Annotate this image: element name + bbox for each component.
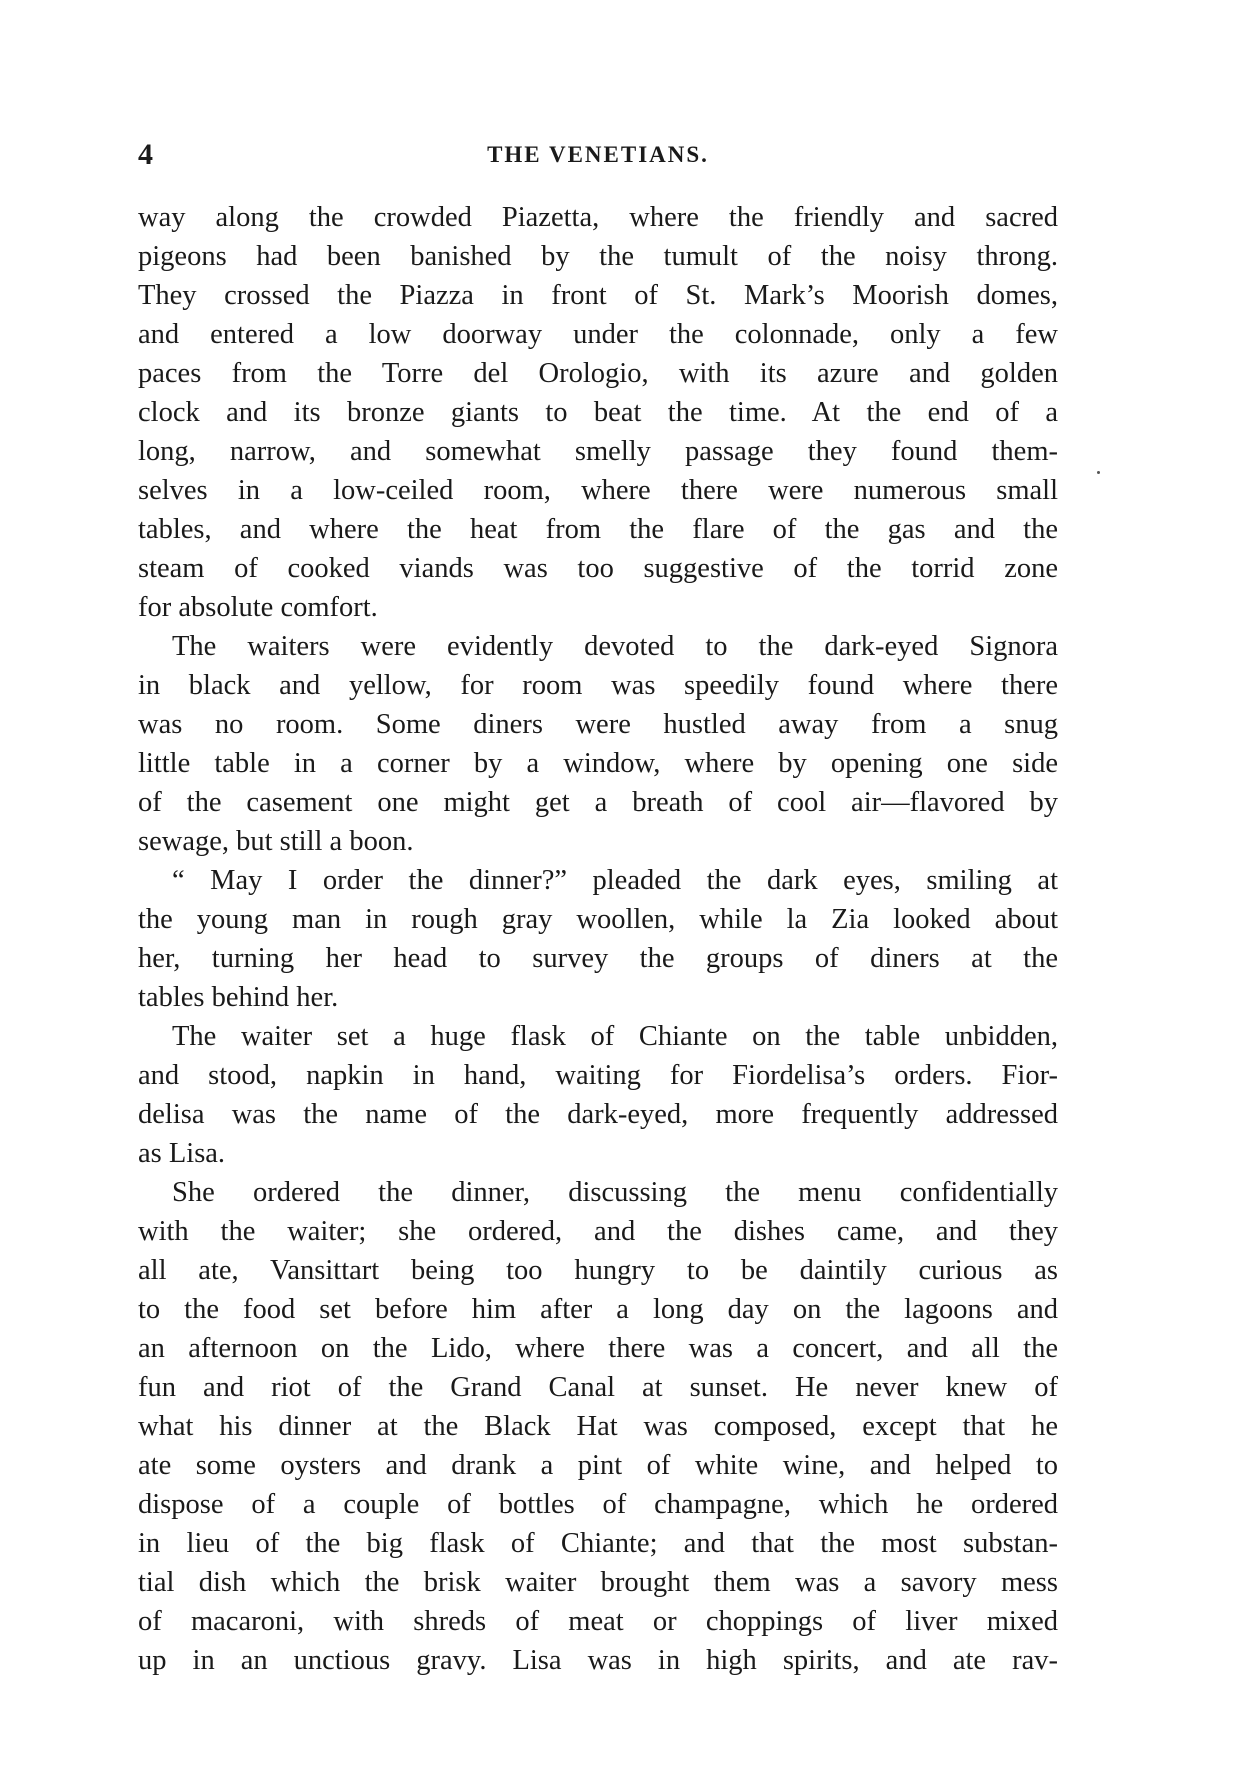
body-text (138, 198, 1058, 1680)
text-line: and entered a low doorway under the colonnade, only a few (138, 319, 1058, 350)
text-line: delisa was the name of the dark-eyed, more frequently addressed (138, 1099, 1058, 1130)
text-line: fun and riot of the Grand Canal at sunset. He never knew of (138, 1372, 1058, 1403)
text-line: of the casement one might get a breath of cool air—flavored by (138, 787, 1058, 818)
text-line: in lieu of the big flask of Chiante; and that the most substan- (138, 1528, 1058, 1559)
text-line: She ordered the dinner, discussing the menu confidentially (172, 1177, 1058, 1208)
text-line: The waiters were evidently devoted to the dark-eyed Signora (172, 631, 1058, 662)
text-line: tables, and where the heat from the flare of the gas and the (138, 514, 1058, 545)
text-line: with the waiter; she ordered, and the dishes came, and they (138, 1216, 1058, 1247)
text-line: dispose of a couple of bottles of champagne, which he ordered (138, 1489, 1058, 1520)
text-line: the young man in rough gray woollen, while la Zia looked about (138, 904, 1058, 935)
text-line: They crossed the Piazza in front of St. Mark’s Moorish domes, (138, 280, 1058, 311)
text-line: to the food set before him after a long day on the lagoons and (138, 1294, 1058, 1325)
text-line: steam of cooked viands was too suggestive of the torrid zone (138, 553, 1058, 584)
page-number: 4 (138, 138, 153, 171)
text-line: paces from the Torre del Orologio, with its azure and golden (138, 358, 1058, 389)
text-line: an afternoon on the Lido, where there was a concert, and all the (138, 1333, 1058, 1364)
text-line: little table in a corner by a window, where by opening one side (138, 748, 1058, 779)
text-line: long, narrow, and somewhat smelly passage they found them- (138, 436, 1058, 467)
text-line: “ May I order the dinner?” pleaded the dark eyes, smiling at (172, 865, 1058, 896)
text-line: ate some oysters and drank a pint of white wine, and helped to (138, 1450, 1058, 1481)
text-line: as Lisa. (138, 1138, 226, 1169)
paragraph (138, 1017, 1058, 1173)
paragraph (138, 198, 1058, 627)
text-line: was no room. Some diners were hustled away from a snug (138, 709, 1058, 740)
text-line: up in an unctious gravy. Lisa was in high spirits, and ate rav- (138, 1645, 1058, 1676)
text-line: for absolute comfort. (138, 592, 378, 623)
text-line: sewage, but still a boon. (138, 826, 414, 857)
text-line: what his dinner at the Black Hat was composed, except that he (138, 1411, 1058, 1442)
running-title: THE VENETIANS. (487, 142, 709, 167)
text-line: selves in a low-ceiled room, where there were numerous small (138, 475, 1058, 506)
text-line: of macaroni, with shreds of meat or choppings of liver mixed (138, 1606, 1058, 1637)
text-line: way along the crowded Piazetta, where the friendly and sacred (138, 202, 1058, 233)
page-speck (1097, 471, 1100, 474)
text-line: in black and yellow, for room was speedily found where there (138, 670, 1058, 701)
text-line: tial dish which the brisk waiter brought them was a savory mess (138, 1567, 1058, 1598)
text-line: clock and its bronze giants to beat the time. At the end of a (138, 397, 1058, 428)
running-head (138, 138, 1058, 178)
text-line: pigeons had been banished by the tumult of the noisy throng. (138, 241, 1058, 272)
text-line: tables behind her. (138, 982, 339, 1013)
paragraph (138, 1173, 1058, 1680)
paragraph (138, 627, 1058, 861)
paragraph (138, 861, 1058, 1017)
text-line: The waiter set a huge flask of Chiante on the table unbidden, (172, 1021, 1058, 1052)
text-line: and stood, napkin in hand, waiting for Fiordelisa’s orders. Fior- (138, 1060, 1058, 1091)
text-line: her, turning her head to survey the groups of diners at the (138, 943, 1058, 974)
text-line: all ate, Vansittart being too hungry to be daintily curious as (138, 1255, 1058, 1286)
